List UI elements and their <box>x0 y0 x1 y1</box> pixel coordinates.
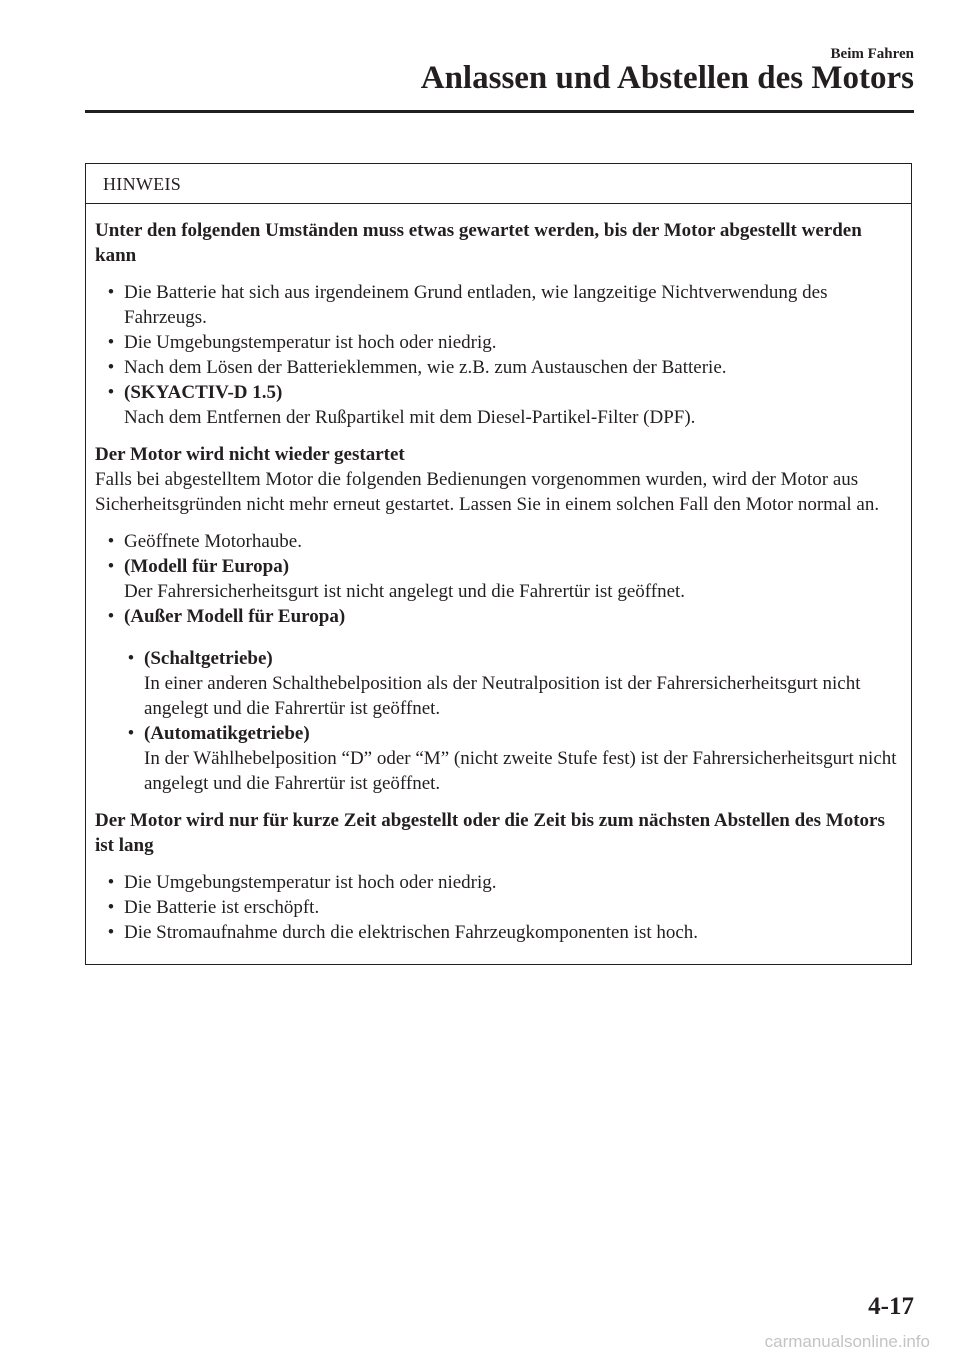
item-text: Der Fahrersicherheitsgurt ist nicht angelegt und die Fahrertür ist geöffnet. <box>124 581 686 602</box>
wait-conditions-list <box>95 280 901 430</box>
watermark-link[interactable]: carmanualsonline.info <box>764 1332 930 1351</box>
note-box <box>85 163 912 965</box>
bullet-icon: • <box>107 897 115 918</box>
list-item: • Die Stromaufnahme durch die elektrischen Fahrzeugkomponenten ist hoch. <box>124 920 901 945</box>
bullet-icon: • <box>107 556 115 577</box>
note-heading-no-restart: Der Motor wird nicht wieder gestartet <box>95 444 405 465</box>
page-number: 4-17 <box>868 1293 914 1320</box>
list-item: • Die Umgebungstemperatur ist hoch oder niedrig. <box>124 870 901 895</box>
bullet-icon: • <box>107 922 115 943</box>
item-text: In einer anderen Schalthebelposition als der Neutralposition ist der Fahrersicherheitsgurt nicht angelegt und die Fahrertür ist geöffnet. <box>144 673 861 719</box>
list-item: • Die Batterie ist erschöpft. <box>124 895 901 920</box>
bullet-icon: • <box>107 282 115 303</box>
bullet-icon: • <box>107 606 115 627</box>
section-title: Beim Fahren <box>830 46 914 62</box>
item-model-label: (Modell für Europa) <box>124 556 290 577</box>
list-item: • Die Batterie hat sich aus irgendeinem Grund entladen, wie langzeitige Nichtverwendung des Fahrzeugs. <box>124 280 901 330</box>
note-paragraph: Falls bei abgestelltem Motor die folgenden Bedienungen vorgenommen wurden, wird der Motor aus Sicherheitsgründen nicht mehr erneut gestartet. Lassen Sie in einem solchen Fall den Motor normal an. <box>95 469 880 515</box>
bullet-icon: • <box>107 332 115 353</box>
bullet-icon: • <box>107 382 115 403</box>
header-divider <box>85 110 914 113</box>
note-label: HINWEIS <box>86 164 911 204</box>
item-transmission-label: (Automatikgetriebe) <box>144 723 310 744</box>
list-item <box>107 554 901 604</box>
list-item <box>107 380 901 430</box>
list-item: • Geöffnete Motorhaube. <box>124 529 901 554</box>
item-text: In der Wählhebelposition “D” oder “M” (nicht zweite Stufe fest) ist der Fahrersicherheitsgurt nicht angelegt und die Fahrertür ist geöffnet. <box>144 748 897 794</box>
bullet-icon: • <box>127 648 135 669</box>
no-restart-list <box>95 529 901 629</box>
page-title: Anlassen und Abstellen des Motors <box>420 60 914 96</box>
item-model-label: (SKYACTIV-D 1.5) <box>124 382 283 403</box>
transmission-sublist <box>95 646 901 796</box>
item-model-label: (Außer Modell für Europa) <box>124 606 346 627</box>
note-body <box>86 204 911 964</box>
item-transmission-label: (Schaltgetriebe) <box>144 648 273 669</box>
list-item <box>127 646 901 721</box>
bullet-icon: • <box>107 872 115 893</box>
bullet-icon: • <box>127 723 135 744</box>
list-item <box>127 721 901 796</box>
short-stop-list <box>95 870 901 945</box>
list-item: • Die Umgebungstemperatur ist hoch oder niedrig. <box>124 330 901 355</box>
list-item <box>107 604 901 629</box>
item-text: Nach dem Entfernen der Rußpartikel mit dem Diesel-Partikel-Filter (DPF). <box>124 407 696 428</box>
bullet-icon: • <box>107 357 115 378</box>
note-heading-wait: Unter den folgenden Umständen muss etwas gewartet werden, bis der Motor abgestellt werden kann <box>95 220 862 266</box>
note-heading-short-stop: Der Motor wird nur für kurze Zeit abgestellt oder die Zeit bis zum nächsten Abstellen des Motors ist lang <box>95 810 885 856</box>
bullet-icon: • <box>107 531 115 552</box>
list-item: • Nach dem Lösen der Batterieklemmen, wie z.B. zum Austauschen der Batterie. <box>124 355 901 380</box>
